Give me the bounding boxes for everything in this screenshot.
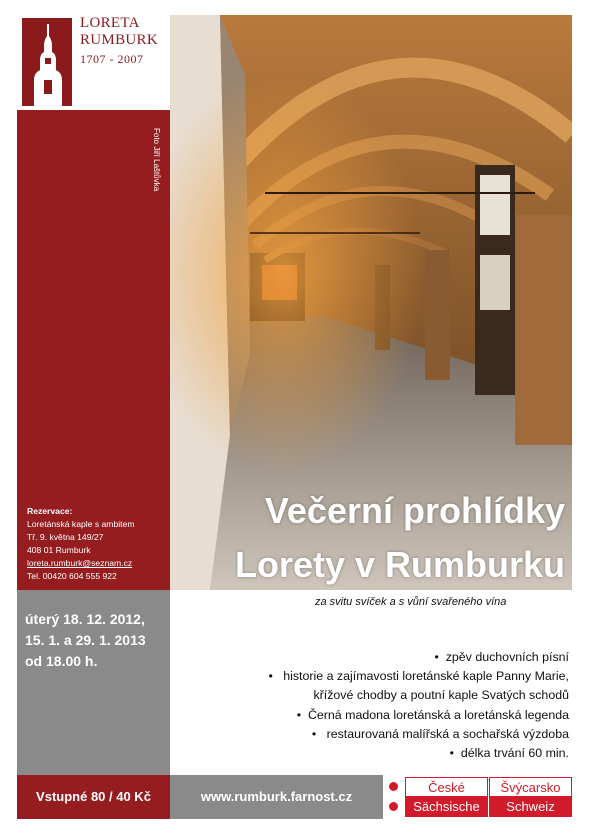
badge-bottom-left: Sächsische [405, 797, 488, 817]
list-item: • restaurovaná malířská a sochařská výzdoba [311, 726, 569, 741]
bullet-icon: • [311, 726, 327, 741]
reservation-line: Loretánská kaple s ambitem [27, 519, 135, 529]
list-item: • délka trvání 60 min. [449, 746, 569, 761]
event-dates [25, 609, 146, 672]
title-line2: Lorety v Rumburku [234, 544, 565, 585]
badge-top-left: České [405, 777, 488, 797]
admission-price: Vstupné 80 / 40 Kč [17, 775, 170, 819]
loreta-chapel-logo-icon [22, 18, 72, 106]
logo-name-line1: LORETA [80, 15, 140, 31]
website-link[interactable]: www.rumburk.farnost.cz [170, 775, 383, 819]
reservation-line: Tř. 9. května 149/27 [27, 532, 104, 542]
reservation-line: 408 01 Rumburk [27, 545, 91, 555]
photo-credit: Foto Jiří Laštůvka [152, 128, 161, 192]
logo-name-line2: RUMBURK [80, 32, 158, 48]
bullet-icon: • [434, 650, 446, 664]
logo [17, 15, 170, 110]
list-item: • historie a zajímavosti loretánské kaple Panny Marie, [268, 669, 569, 684]
ceske-svycarsko-badge [385, 776, 573, 818]
bullet-icon: • [268, 669, 284, 684]
time-line: od 18.00 h. [25, 653, 98, 669]
dots-icon [385, 776, 403, 818]
date-line: úterý 18. 12. 2012, [25, 611, 145, 627]
reservation-block [27, 505, 134, 583]
list-item: • Černá madona loretánská a loretánská legenda [296, 707, 569, 722]
bullet-icon: • [449, 746, 461, 761]
subtitle: za svitu svíček a s vůní svařeného vína [315, 596, 507, 608]
logo-years: 1707 - 2007 [80, 52, 144, 66]
reservation-email-link[interactable]: loreta.rumburk@seznam.cz [27, 558, 133, 568]
date-line: 15. 1. a 29. 1. 2013 [25, 632, 146, 648]
title-line1: Večerní prohlídky [264, 490, 565, 531]
badge-top-right: Švýcarsko [489, 777, 572, 797]
badge-bottom-right: Schweiz [489, 797, 572, 817]
program-list [200, 648, 569, 763]
list-item: křížové chodby a poutní kaple Svatých schodů [313, 688, 569, 703]
reservation-heading: Rezervace: [27, 506, 73, 516]
reservation-phone: Tel. 00420 604 555 922 [27, 571, 117, 581]
bullet-icon: • [296, 707, 308, 722]
list-item: • zpěv duchovních písní [434, 650, 569, 664]
